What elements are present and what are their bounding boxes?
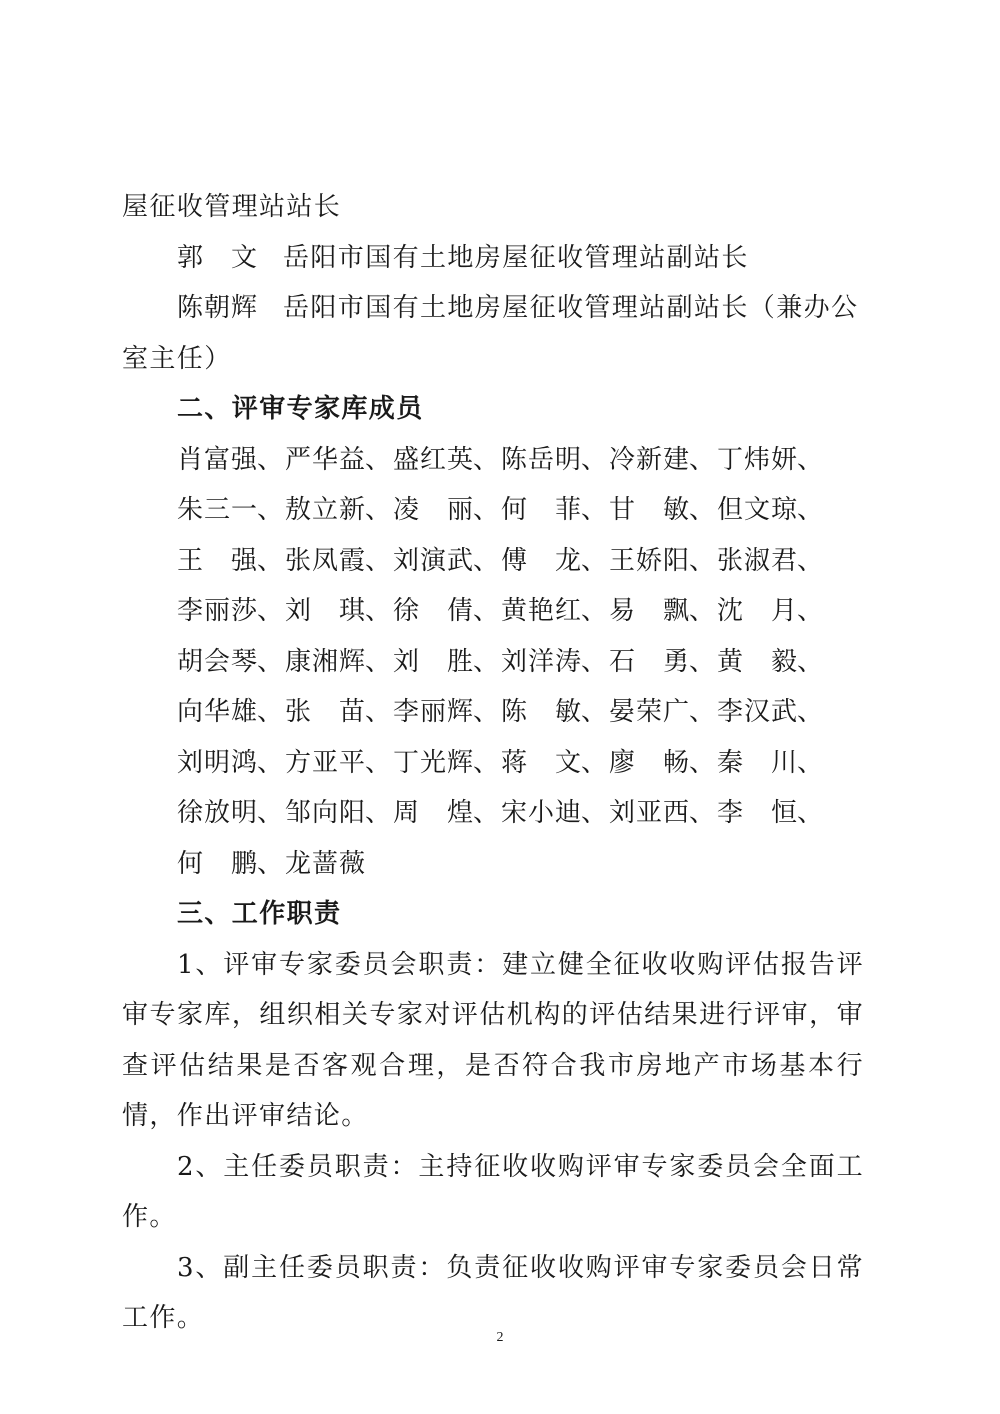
name-separator: 、 bbox=[581, 747, 609, 778]
name-row bbox=[122, 687, 864, 738]
expert-name: 敖立新 bbox=[285, 495, 365, 525]
expert-name: 凌丽 bbox=[393, 495, 473, 525]
name-separator: 、 bbox=[581, 697, 609, 727]
expert-name: 黄艳红 bbox=[501, 596, 581, 626]
name-separator: 、 bbox=[689, 697, 717, 727]
name-separator: 、 bbox=[257, 798, 285, 828]
name-separator: 、 bbox=[257, 545, 285, 576]
expert-name: 黄毅 bbox=[717, 646, 797, 677]
name-separator: 、 bbox=[473, 646, 501, 677]
member-title: 岳阳市国有土地房屋征收管理站副站长 bbox=[283, 242, 749, 273]
expert-name: 易飘 bbox=[609, 596, 689, 626]
name-row bbox=[122, 435, 864, 486]
name-separator: 、 bbox=[257, 646, 285, 677]
name-separator: 、 bbox=[257, 747, 285, 778]
section-heading-experts: 二、评审专家库成员 bbox=[177, 394, 424, 424]
expert-name: 张苗 bbox=[285, 697, 365, 727]
expert-name: 刘洋涛 bbox=[501, 646, 581, 677]
name-separator: 、 bbox=[797, 596, 825, 626]
name-separator: 、 bbox=[473, 798, 501, 828]
expert-name: 沈月 bbox=[717, 596, 797, 626]
name-separator: 、 bbox=[257, 596, 285, 626]
name-separator: 、 bbox=[797, 495, 825, 525]
expert-name: 李恒 bbox=[717, 798, 797, 828]
name-separator: 、 bbox=[473, 697, 501, 727]
expert-name: 刘琪 bbox=[285, 596, 365, 626]
expert-name: 朱三一 bbox=[177, 495, 257, 525]
name-separator: 、 bbox=[797, 798, 825, 828]
expert-name: 甘敏 bbox=[609, 495, 689, 525]
name-separator: 、 bbox=[797, 697, 825, 727]
name-separator: 、 bbox=[581, 798, 609, 828]
name-separator: 、 bbox=[689, 798, 717, 828]
member-title: 岳阳市国有土地房屋征收管理站副站长（兼办公室主任） bbox=[122, 293, 859, 374]
member-name: 陈朝辉 bbox=[177, 293, 257, 323]
name-separator: 、 bbox=[473, 444, 501, 475]
expert-name: 肖富强 bbox=[177, 444, 257, 475]
expert-name: 向华雄 bbox=[177, 697, 257, 727]
page-number: 2 bbox=[496, 1330, 504, 1345]
expert-name: 方亚平 bbox=[285, 747, 365, 778]
member-name: 郭文 bbox=[177, 242, 257, 273]
name-separator: 、 bbox=[257, 495, 285, 525]
name-row bbox=[122, 586, 864, 637]
expert-name: 蒋文 bbox=[501, 747, 581, 778]
expert-name: 张淑君 bbox=[717, 545, 797, 576]
duty-item: 3、副主任委员职责：负责征收收购评审专家委员会日常工作。 bbox=[122, 1252, 864, 1333]
duty-item: 2、主任委员职责：主持征收收购评审专家委员会全面工作。 bbox=[122, 1151, 864, 1232]
name-row bbox=[122, 485, 864, 536]
name-separator: 、 bbox=[365, 798, 393, 828]
expert-name: 何鹏 bbox=[177, 848, 257, 879]
expert-name: 王娇阳 bbox=[609, 545, 689, 576]
name-separator: 、 bbox=[797, 444, 825, 475]
name-row bbox=[122, 536, 864, 587]
expert-name: 龙蔷薇 bbox=[285, 848, 365, 879]
name-separator: 、 bbox=[689, 545, 717, 576]
name-row bbox=[122, 738, 864, 789]
expert-name: 刘亚西 bbox=[609, 798, 689, 828]
name-separator: 、 bbox=[365, 545, 393, 576]
name-separator: 、 bbox=[581, 545, 609, 576]
name-separator: 、 bbox=[797, 747, 825, 778]
expert-name: 但文琼 bbox=[717, 495, 797, 525]
expert-name: 刘明鸿 bbox=[177, 747, 257, 778]
expert-name: 丁光辉 bbox=[393, 747, 473, 778]
member-row bbox=[122, 283, 864, 384]
expert-name: 冷新建 bbox=[609, 444, 689, 475]
name-separator: 、 bbox=[257, 697, 285, 727]
expert-name: 徐倩 bbox=[393, 596, 473, 626]
name-separator: 、 bbox=[689, 495, 717, 525]
expert-name: 盛红英 bbox=[393, 444, 473, 475]
name-separator: 、 bbox=[365, 747, 393, 778]
expert-name: 廖畅 bbox=[609, 747, 689, 778]
name-row bbox=[122, 788, 864, 839]
name-separator: 、 bbox=[689, 596, 717, 626]
expert-name: 何菲 bbox=[501, 495, 581, 525]
name-separator: 、 bbox=[473, 596, 501, 626]
name-separator: 、 bbox=[797, 646, 825, 677]
document-body bbox=[122, 182, 864, 1344]
name-separator: 、 bbox=[581, 444, 609, 475]
name-separator: 、 bbox=[581, 596, 609, 626]
expert-name: 陈岳明 bbox=[501, 444, 581, 475]
expert-name: 康湘辉 bbox=[285, 646, 365, 677]
name-row bbox=[122, 839, 864, 890]
name-separator: 、 bbox=[257, 444, 285, 475]
name-separator: 、 bbox=[473, 545, 501, 576]
member-row bbox=[122, 233, 864, 284]
name-separator: 、 bbox=[581, 646, 609, 677]
name-separator: 、 bbox=[365, 444, 393, 475]
expert-name: 宋小迪 bbox=[501, 798, 581, 828]
expert-name: 刘演武 bbox=[393, 545, 473, 576]
expert-name: 陈敏 bbox=[501, 697, 581, 727]
expert-name: 丁炜妍 bbox=[717, 444, 797, 475]
name-separator: 、 bbox=[689, 747, 717, 778]
name-separator: 、 bbox=[365, 596, 393, 626]
expert-name: 石勇 bbox=[609, 646, 689, 677]
name-separator: 、 bbox=[365, 646, 393, 677]
name-row bbox=[122, 637, 864, 688]
expert-name: 徐放明 bbox=[177, 798, 257, 828]
expert-name: 刘胜 bbox=[393, 646, 473, 677]
expert-name: 胡会琴 bbox=[177, 646, 257, 677]
duty-item: 1、评审专家委员会职责：建立健全征收收购评估报告评审专家库，组织相关专家对评估机构的评估结果进行评审，审查评估结果是否客观合理，是否符合我市房地产市场基本行情，作出评审结论。 bbox=[122, 949, 864, 1131]
expert-name: 王强 bbox=[177, 545, 257, 576]
expert-name: 李汉武 bbox=[717, 697, 797, 727]
expert-name-list bbox=[122, 435, 864, 890]
name-separator: 、 bbox=[473, 495, 501, 525]
name-separator: 、 bbox=[581, 495, 609, 525]
name-separator: 、 bbox=[365, 495, 393, 525]
intro-continuation: 屋征收管理站站长 bbox=[122, 192, 342, 222]
expert-name: 傅龙 bbox=[501, 545, 581, 576]
name-separator: 、 bbox=[365, 697, 393, 727]
name-separator: 、 bbox=[257, 848, 285, 879]
expert-name: 晏荣广 bbox=[609, 697, 689, 727]
section-heading-duties: 三、工作职责 bbox=[177, 899, 342, 929]
expert-name: 李丽辉 bbox=[393, 697, 473, 727]
name-separator: 、 bbox=[797, 545, 825, 576]
name-separator: 、 bbox=[689, 646, 717, 677]
expert-name: 张凤霞 bbox=[285, 545, 365, 576]
expert-name: 邹向阳 bbox=[285, 798, 365, 828]
expert-name: 李丽莎 bbox=[177, 596, 257, 626]
name-separator: 、 bbox=[473, 747, 501, 778]
name-separator: 、 bbox=[689, 444, 717, 475]
expert-name: 严华益 bbox=[285, 444, 365, 475]
expert-name: 秦川 bbox=[717, 747, 797, 778]
expert-name: 周煌 bbox=[393, 798, 473, 828]
